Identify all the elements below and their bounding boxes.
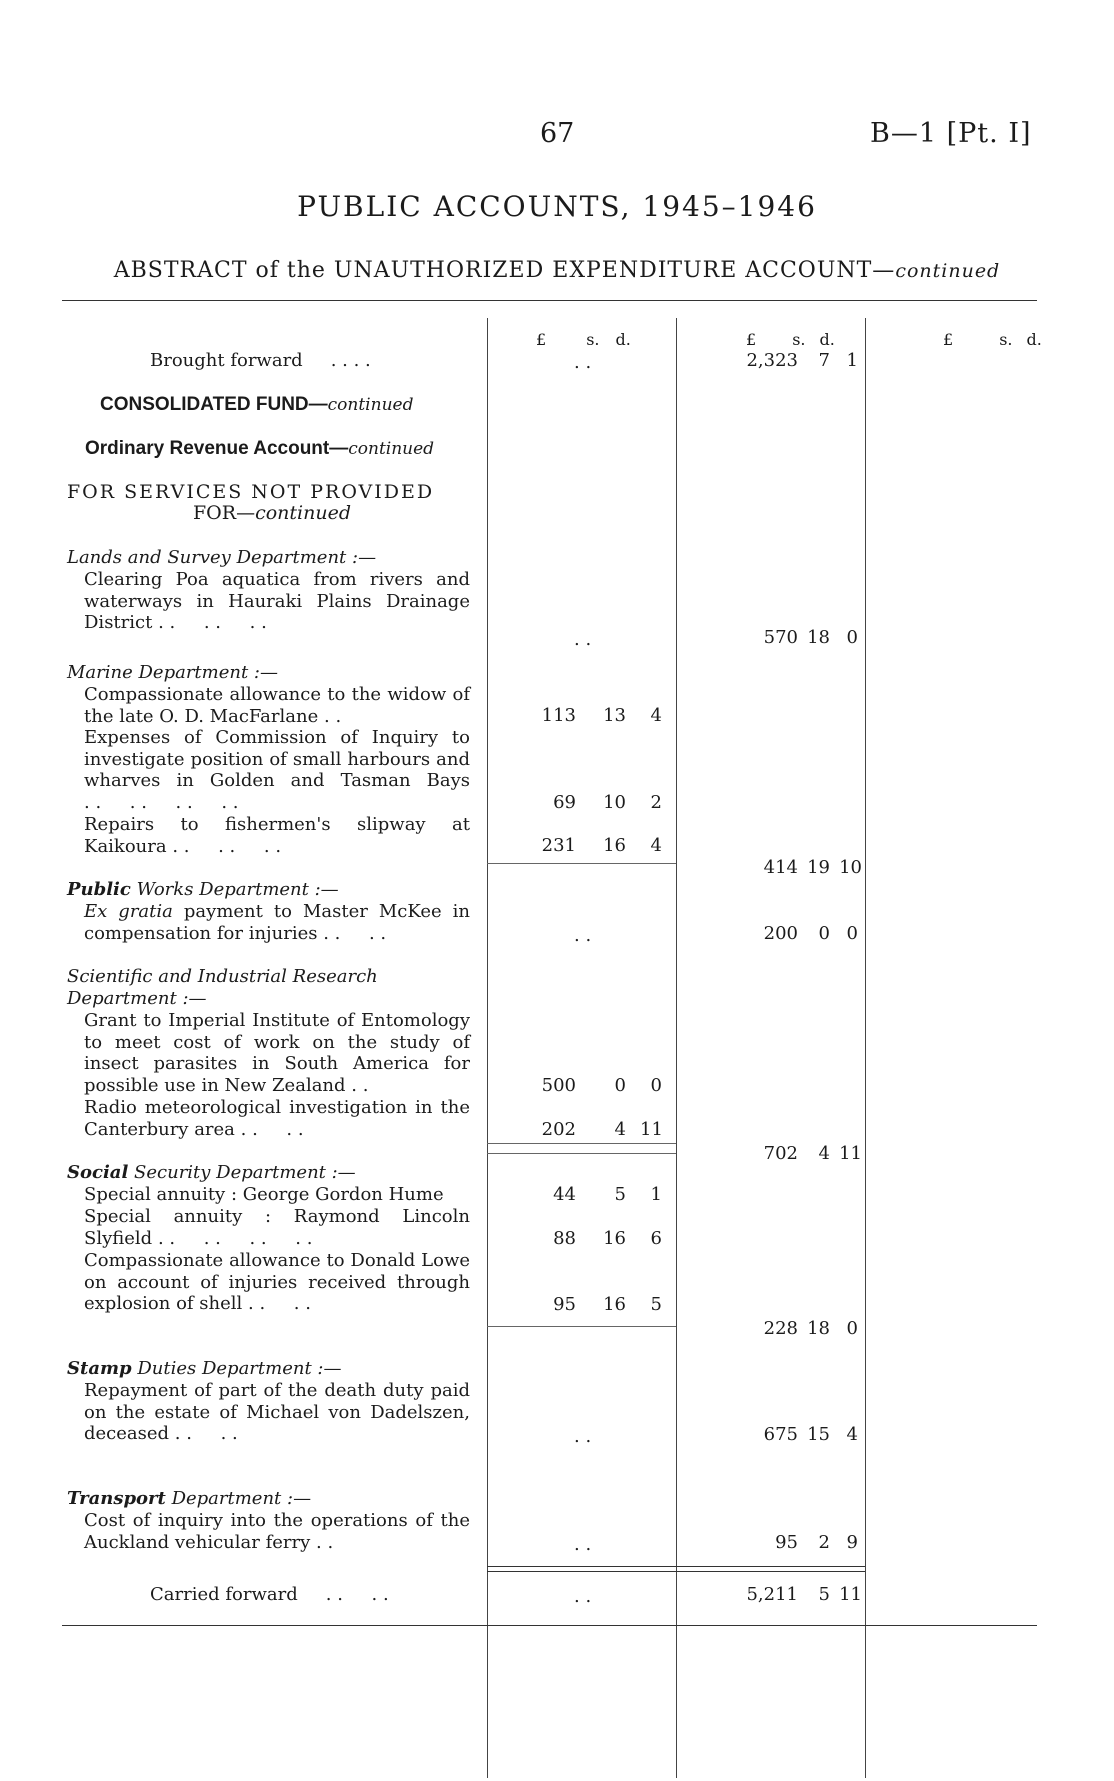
brought-forward-d: 1 — [846, 350, 858, 371]
marine-item-2-d: 2 — [650, 792, 662, 813]
scientific-total-pounds: 702 — [763, 1143, 798, 1164]
marine-total-d: 10 — [839, 857, 862, 878]
transport-total-pounds: 95 — [775, 1532, 798, 1553]
carried-forward-d: 11 — [839, 1584, 862, 1605]
social-item-2-d: 6 — [650, 1228, 662, 1249]
social-item-3-s: 16 — [603, 1294, 626, 1315]
marine-item-3-pounds: 231 — [541, 835, 576, 856]
social-item-1-pounds: 44 — [553, 1184, 576, 1205]
scientific-dept-heading: Scientific and Industrial Research Department :— — [67, 966, 378, 1009]
social-item-1: Special annuity : George Gordon Hume — [84, 1184, 444, 1205]
social-item-3-d: 5 — [650, 1294, 662, 1315]
transport-item: Cost of inquiry into the operations of the Auckland vehicular ferry . . — [84, 1510, 470, 1553]
marine-item-2-pounds: 69 — [553, 792, 576, 813]
transport-total-d: 9 — [846, 1532, 858, 1553]
scientific-total-s: 4 — [818, 1143, 830, 1164]
brought-forward-s: 7 — [818, 350, 830, 371]
social-dept-heading: Social Security Department :— — [67, 1162, 356, 1183]
top-rule — [62, 300, 1037, 301]
subtitle-continued: continued — [895, 260, 1001, 282]
social-item-1-s: 5 — [614, 1184, 626, 1205]
marine-item-1-pounds: 113 — [541, 705, 576, 726]
lands-total-s: 18 — [807, 627, 830, 648]
scientific-subtotal-rule — [487, 1143, 676, 1144]
social-item-2: Special annuity : Raymond Lincoln Slyfield . . . . . . . . — [84, 1206, 470, 1249]
carried-forward-rule-b — [487, 1571, 865, 1572]
carried-forward-col1: . . — [574, 1586, 592, 1607]
lands-item: Clearing Poa aquatica from rivers and waterways in Hauraki Plains Drainage District . . . . . . — [84, 569, 470, 633]
scientific-item-2-pounds: 202 — [541, 1119, 576, 1140]
marine-item-1-s: 13 — [603, 705, 626, 726]
scientific-item-2-d: 11 — [640, 1119, 663, 1140]
marine-total-s: 19 — [807, 857, 830, 878]
marine-item-3: Repairs to fishermen's slipway at Kaikoura . . . . . . — [84, 814, 470, 857]
scientific-item-1-pounds: 500 — [541, 1075, 576, 1096]
account-heading: Ordinary Revenue Account—continued — [85, 438, 435, 459]
brought-forward-label: Brought forward . . . . — [150, 350, 371, 371]
carried-forward-label: Carried forward . . . . — [150, 1584, 389, 1605]
social-item-3: Compassionate allowance to Donald Lowe on account of injuries received through explosion of shell . . . . — [84, 1250, 470, 1314]
marine-item-1: Compassionate allowance to the widow of the late O. D. MacFarlane . . — [84, 684, 470, 727]
marine-item-1-d: 4 — [650, 705, 662, 726]
carried-forward-s: 5 — [818, 1584, 830, 1605]
public-works-total-d: 0 — [846, 923, 858, 944]
brought-forward-col1: . . — [574, 352, 592, 373]
marine-item-3-s: 16 — [603, 835, 626, 856]
stamp-total-d: 4 — [846, 1424, 858, 1445]
services-heading-line1: FOR SERVICES NOT PROVIDED — [67, 481, 435, 503]
page-subtitle — [0, 258, 1114, 283]
public-works-total-s: 0 — [818, 923, 830, 944]
scientific-item-1-s: 0 — [614, 1075, 626, 1096]
transport-col1: . . — [574, 1534, 592, 1555]
social-item-1-d: 1 — [650, 1184, 662, 1205]
bottom-rule — [62, 1625, 1037, 1626]
page-number: 67 — [540, 118, 575, 149]
public-works-dept-heading: Public Works Department :— — [67, 879, 339, 900]
public-works-total-pounds: 200 — [763, 923, 798, 944]
brought-forward-pounds: 2,323 — [746, 350, 798, 371]
social-item-3-pounds: 95 — [553, 1294, 576, 1315]
public-works-col1: . . — [574, 925, 592, 946]
fund-heading: CONSOLIDATED FUND—continued — [100, 394, 414, 415]
social-subtotal-rule — [487, 1326, 676, 1327]
stamp-dept-heading: Stamp Duties Department :— — [67, 1358, 342, 1379]
lands-total-d: 0 — [846, 627, 858, 648]
transport-dept-heading: Transport Department :— — [67, 1488, 312, 1509]
carried-forward-rule-a — [487, 1566, 865, 1567]
col2-header: £ s. d. — [746, 330, 835, 349]
col3-header: £ s. d. — [943, 330, 1042, 349]
social-total-s: 18 — [807, 1318, 830, 1339]
services-heading-line2: FOR—continued — [193, 502, 351, 524]
column-divider-2 — [676, 318, 677, 1778]
marine-dept-heading: Marine Department :— — [67, 662, 278, 683]
stamp-total-pounds: 675 — [763, 1424, 798, 1445]
marine-item-3-d: 4 — [650, 835, 662, 856]
scientific-total-d: 11 — [839, 1143, 862, 1164]
page-title: PUBLIC ACCOUNTS, 1945–1946 — [297, 190, 817, 223]
marine-total-pounds: 414 — [763, 857, 798, 878]
social-item-2-pounds: 88 — [553, 1228, 576, 1249]
public-works-item: Ex gratia payment to Master McKee in compensation for injuries . . . . — [84, 901, 471, 944]
social-total-pounds: 228 — [763, 1318, 798, 1339]
scientific-item-2-s: 4 — [614, 1119, 626, 1140]
social-top-rule — [487, 1153, 676, 1154]
subtitle-main: ABSTRACT of the UNAUTHORIZED EXPENDITURE ACCOUNT— — [113, 258, 896, 283]
stamp-col1: . . — [574, 1426, 592, 1447]
marine-item-2-s: 10 — [603, 792, 626, 813]
scientific-item-1-d: 0 — [650, 1075, 662, 1096]
column-divider-3 — [865, 318, 866, 1778]
social-total-d: 0 — [846, 1318, 858, 1339]
marine-item-2: Expenses of Commission of Inquiry to investigate position of small harbours and wharves in Golden and Tasman Bays . . . . . . . . — [84, 727, 470, 813]
lands-col1: . . — [574, 629, 592, 650]
stamp-item: Repayment of part of the death duty paid on the estate of Michael von Dadelszen, deceased . . . . — [84, 1380, 470, 1444]
column-divider-1 — [487, 318, 488, 1778]
marine-subtotal-rule — [487, 863, 676, 864]
lands-total-pounds: 570 — [763, 627, 798, 648]
scientific-item-1: Grant to Imperial Institute of Entomology to meet cost of work on the study of insect parasites in South America for possible use in New Zealand . . — [84, 1010, 470, 1096]
document-reference: B—1 [Pt. I] — [870, 118, 1032, 149]
scientific-item-2: Radio meteorological investigation in the Canterbury area . . . . — [84, 1097, 470, 1140]
social-item-2-s: 16 — [603, 1228, 626, 1249]
stamp-total-s: 15 — [807, 1424, 830, 1445]
transport-total-s: 2 — [818, 1532, 830, 1553]
col1-header: £ s. d. — [536, 330, 631, 349]
carried-forward-pounds: 5,211 — [746, 1584, 798, 1605]
lands-dept-heading: Lands and Survey Department :— — [67, 547, 377, 568]
